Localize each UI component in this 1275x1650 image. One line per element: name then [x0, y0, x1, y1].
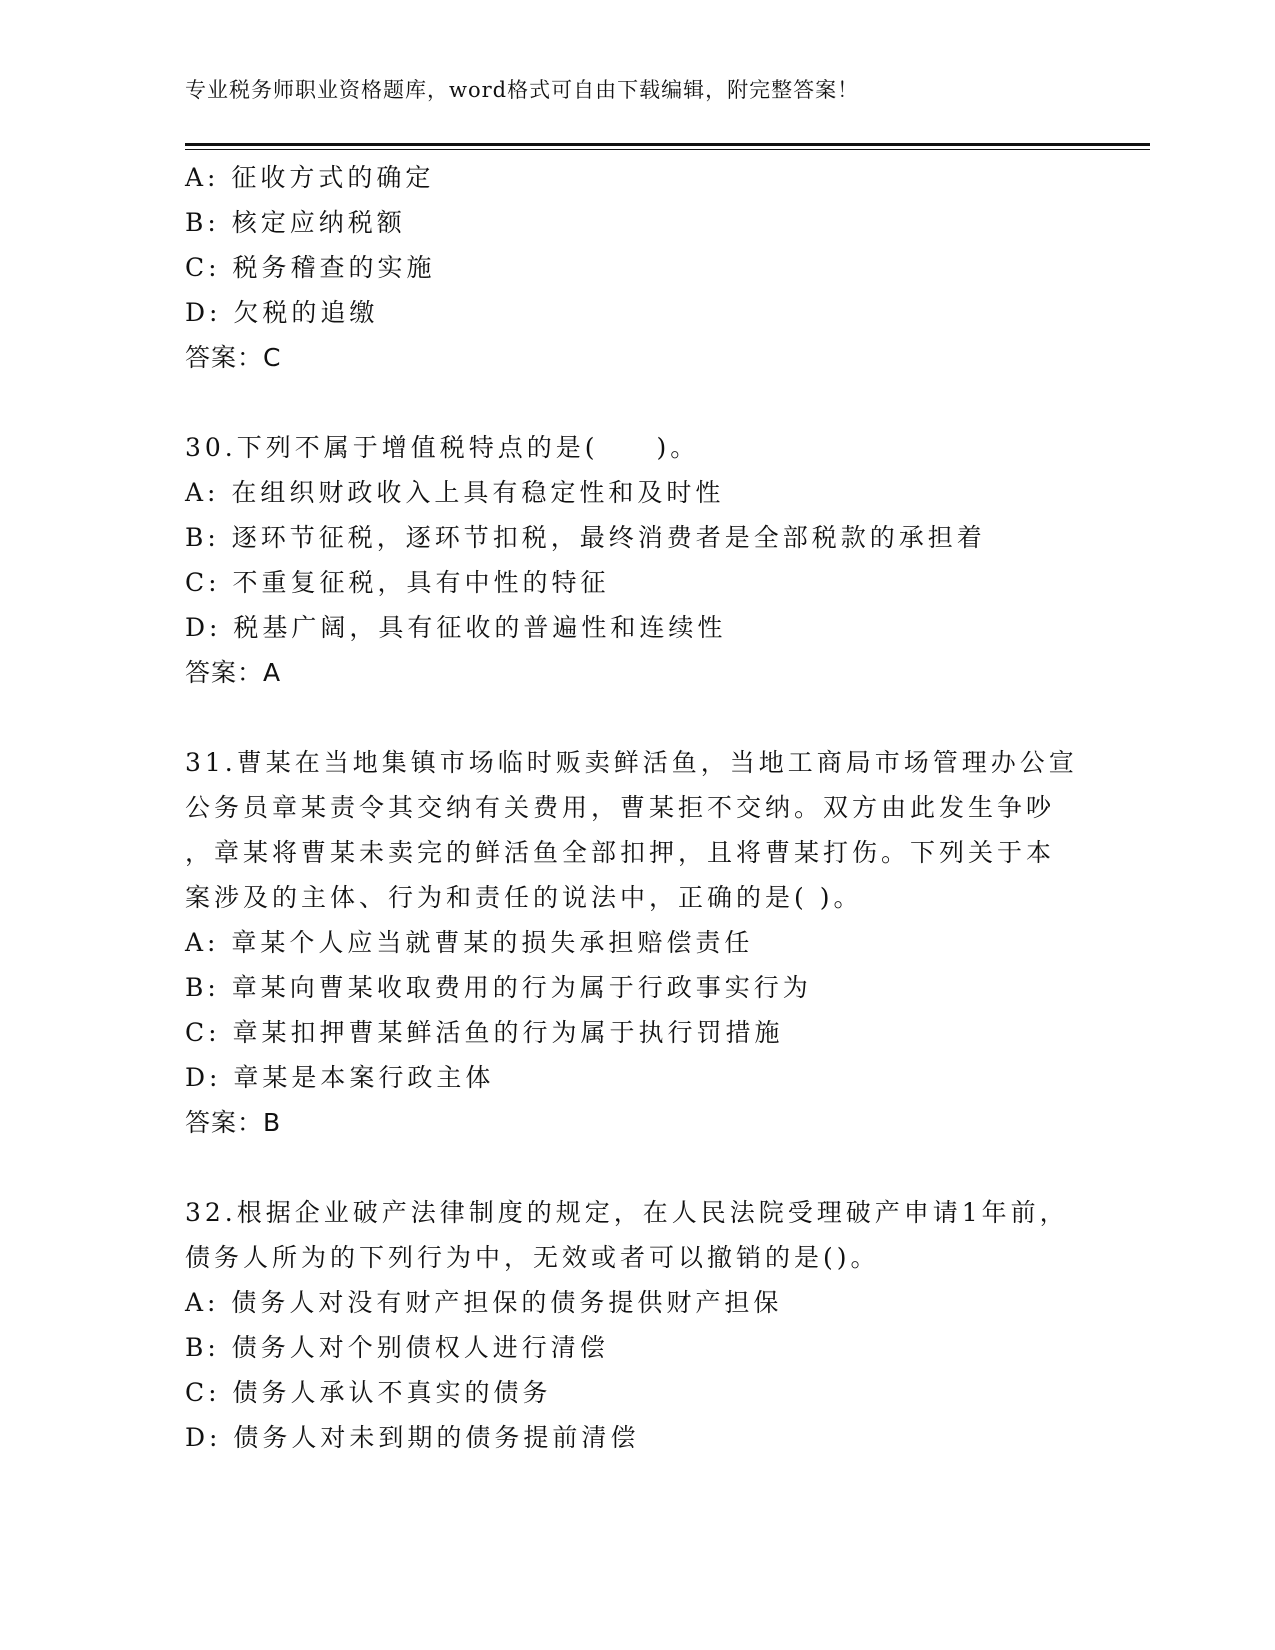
stem-line: 32.根据企业破产法律制度的规定，在人民法院受理破产申请1年前，	[185, 1198, 1069, 1227]
stem-line: 案涉及的主体、行为和责任的说法中，正确的是( )。	[185, 883, 863, 912]
question-list	[185, 155, 1085, 1460]
question-stem	[185, 1190, 1085, 1280]
stem-line: 债务人所为的下列行为中，无效或者可以撤销的是()。	[185, 1243, 880, 1272]
option-c: C: 章某扣押曹某鲜活鱼的行为属于执行罚措施	[185, 1018, 784, 1047]
option-list	[185, 470, 1085, 650]
option-d: D: 税基广阔，具有征收的普遍性和连续性	[185, 613, 727, 642]
option-b: B: 章某向曹某收取费用的行为属于行政事实行为	[185, 973, 812, 1002]
option-a: A: 在组织财政收入上具有稳定性和及时性	[185, 478, 725, 507]
header-rule	[185, 143, 1150, 150]
answer-line: 答案：A	[185, 658, 282, 687]
stem-line: 公务员章某责令其交纳有关费用，曹某拒不交纳。双方由此发生争吵	[185, 793, 1056, 822]
answer-line: 答案：C	[185, 343, 282, 372]
page-header: 专业税务师职业资格题库，word格式可自由下载编辑，附完整答案！	[185, 78, 860, 102]
spacer	[185, 380, 1085, 425]
spacer	[185, 1145, 1085, 1190]
option-a: A: 征收方式的确定	[185, 163, 435, 192]
stem-line: 30.下列不属于增值税特点的是( )。	[185, 433, 700, 462]
option-a: A: 债务人对没有财产担保的债务提供财产担保	[185, 1288, 783, 1317]
question-block-30	[185, 425, 1085, 695]
option-d: D: 章某是本案行政主体	[185, 1063, 495, 1092]
stem-line: 31.曹某在当地集镇市场临时贩卖鲜活鱼，当地工商局市场管理办公宣	[185, 748, 1078, 777]
question-block-32	[185, 1190, 1085, 1460]
option-list	[185, 920, 1085, 1100]
option-b: B: 债务人对个别债权人进行清偿	[185, 1333, 609, 1362]
question-block-31	[185, 740, 1085, 1145]
option-list	[185, 155, 1085, 335]
question-block-29	[185, 155, 1085, 380]
question-stem	[185, 740, 1085, 920]
option-b: B: 逐环节征税，逐环节扣税，最终消费者是全部税款的承担着	[185, 523, 986, 552]
option-a: A: 章某个人应当就曹某的损失承担赔偿责任	[185, 928, 754, 957]
option-c: C: 税务稽查的实施	[185, 253, 436, 282]
spacer	[185, 695, 1085, 740]
option-d: D: 债务人对未到期的债务提前清偿	[185, 1423, 640, 1452]
stem-line: ，章某将曹某未卖完的鲜活鱼全部扣押，且将曹某打伤。下列关于本	[185, 838, 1056, 867]
question-stem	[185, 425, 1085, 470]
option-d: D: 欠税的追缴	[185, 298, 379, 327]
answer-line: 答案：B	[185, 1108, 282, 1137]
option-b: B: 核定应纳税额	[185, 208, 406, 237]
option-list	[185, 1280, 1085, 1460]
option-c: C: 债务人承认不真实的债务	[185, 1378, 552, 1407]
option-c: C: 不重复征税，具有中性的特征	[185, 568, 610, 597]
